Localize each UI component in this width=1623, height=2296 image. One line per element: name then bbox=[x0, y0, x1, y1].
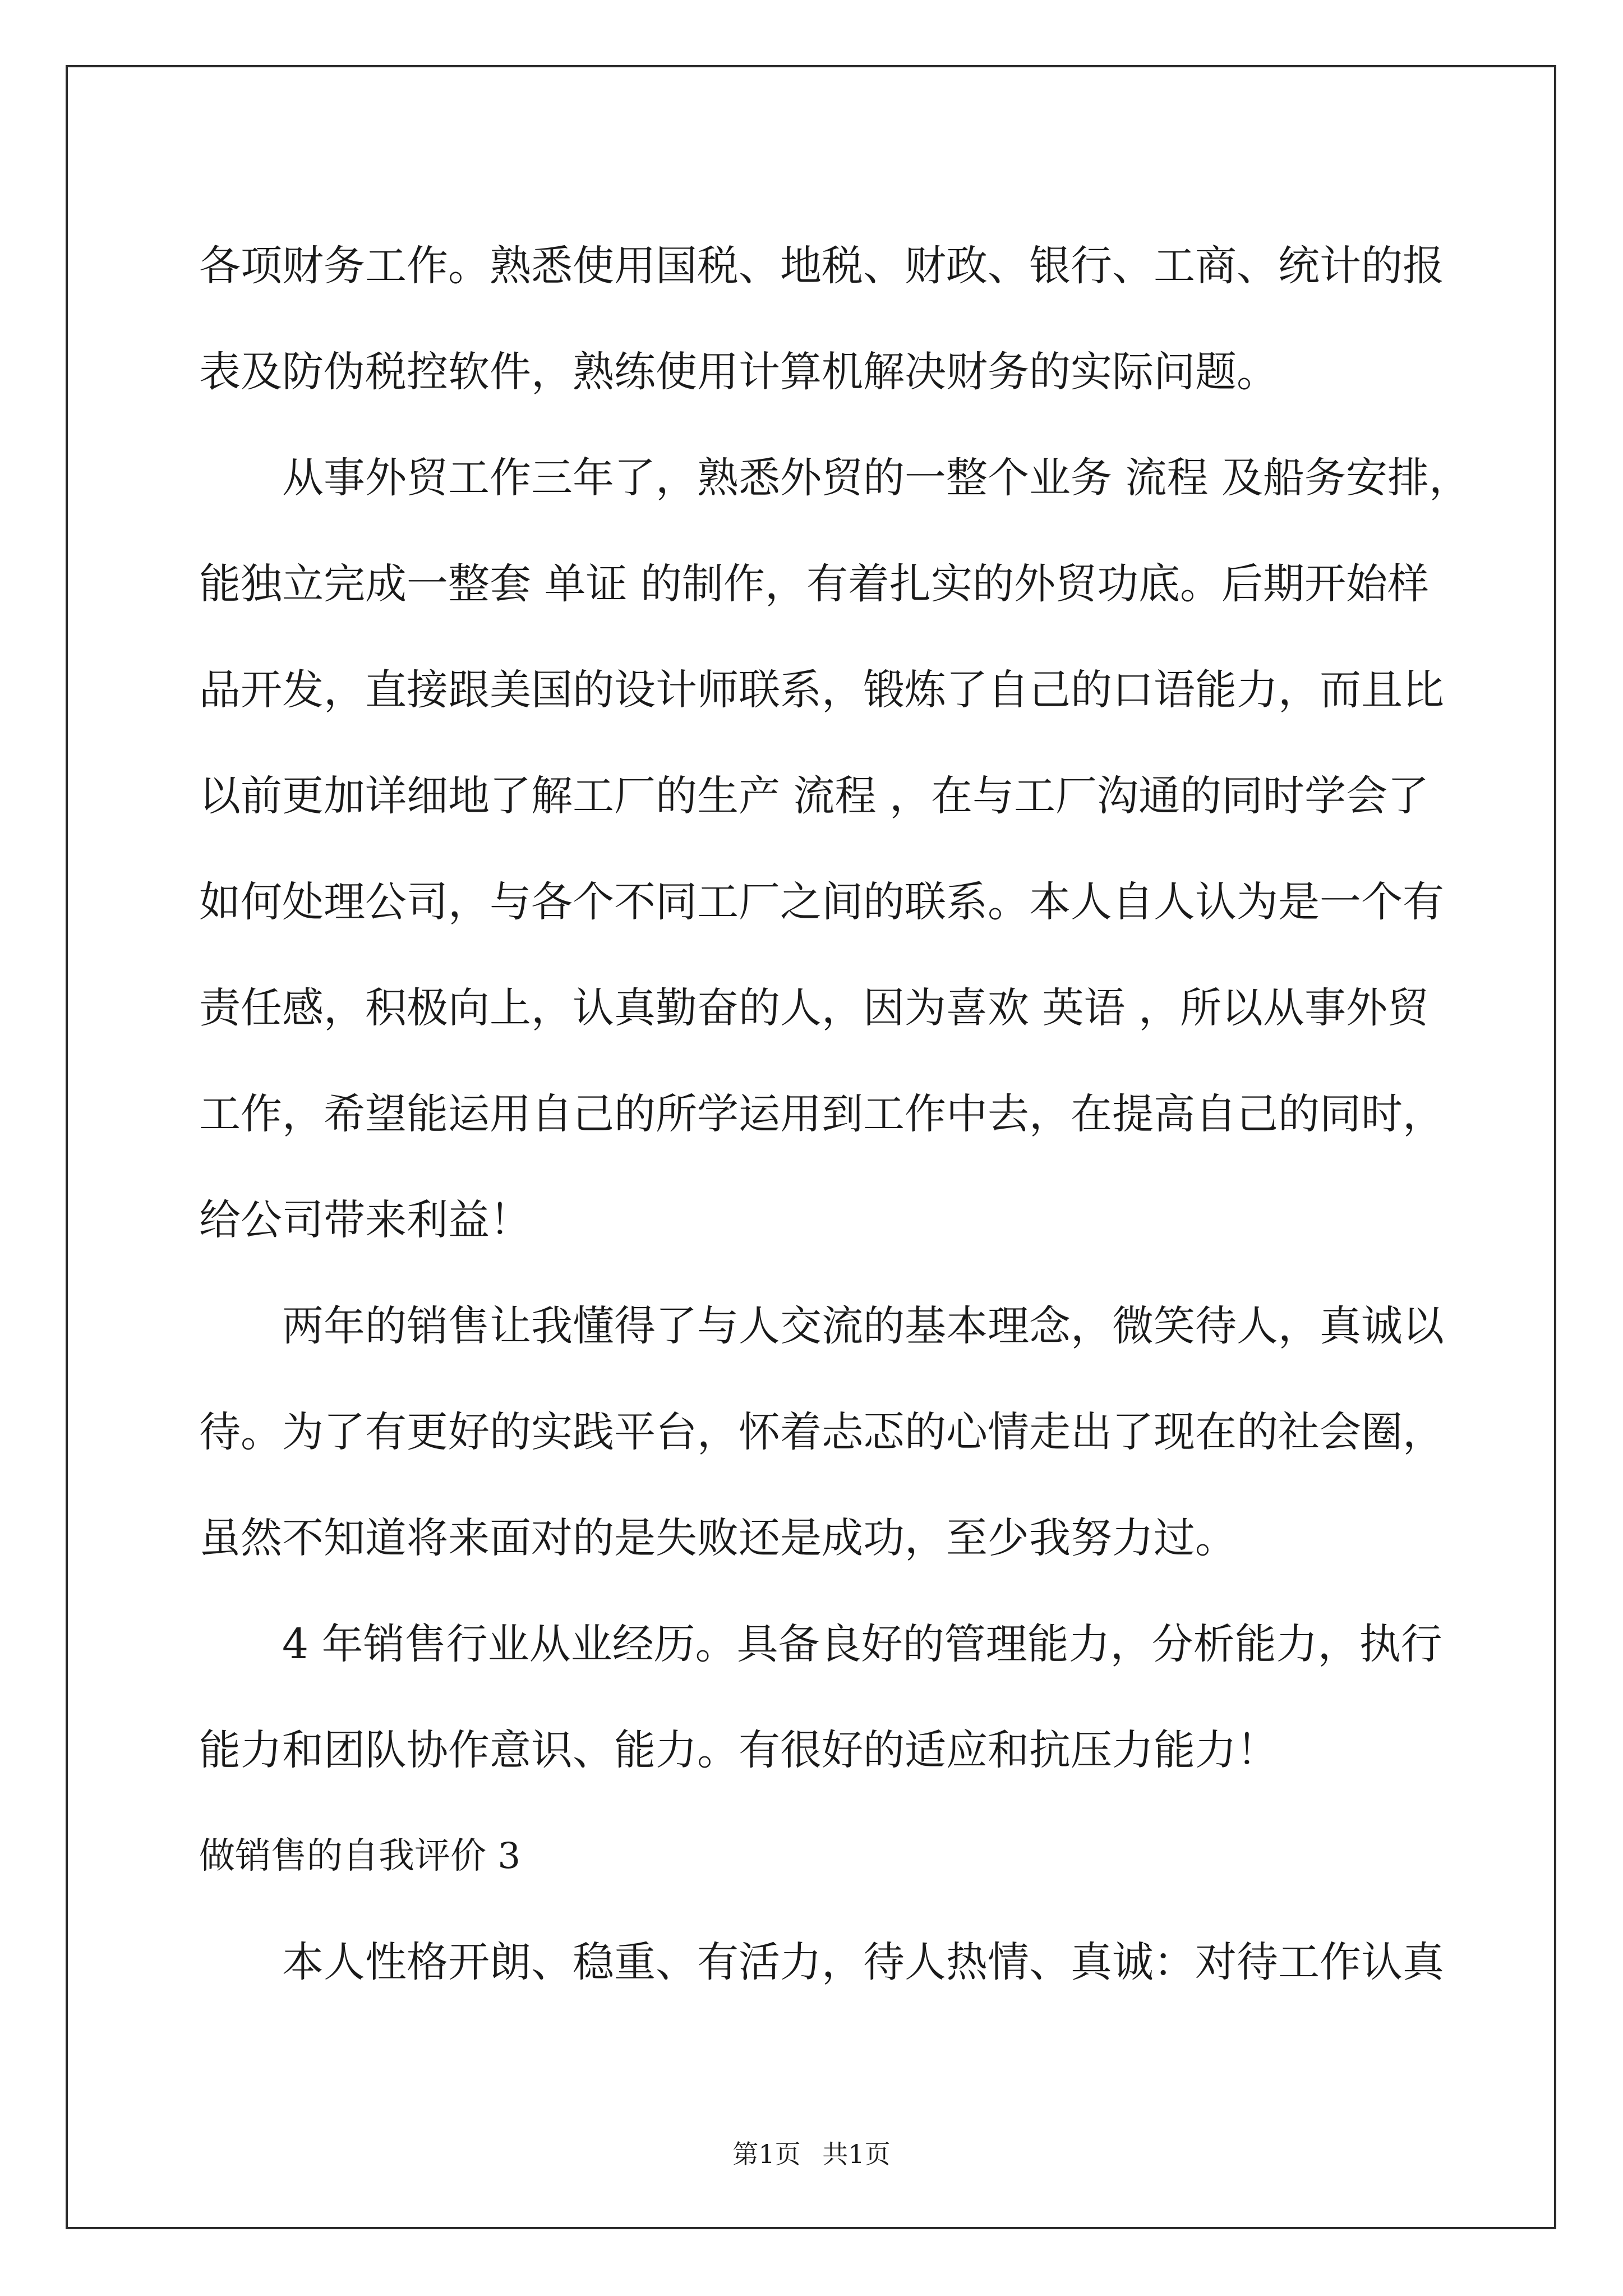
text-line: 品开发，直接跟美国的设计师联系，锻炼了自己的口语能力，而且比 bbox=[199, 666, 1444, 714]
text-line: 责任感，积极向上，认真勤奋的人，因为喜欢 英语 ，所以从事外贸 bbox=[199, 984, 1430, 1032]
page-footer bbox=[0, 2137, 1623, 2171]
text-line: 给公司带来利益！ bbox=[199, 1196, 531, 1244]
text-line: 能力和团队协作意识、能力。有很好的适应和抗压力能力！ bbox=[199, 1726, 1278, 1774]
page-number-total: 共1页 bbox=[822, 2139, 891, 2169]
text-line: 工作，希望能运用自己的所学运用到工作中去，在提高自己的同时， bbox=[199, 1090, 1444, 1138]
text-line: 各项财务工作。熟悉使用国税、地税、财政、银行、工商、统计的报 bbox=[199, 242, 1444, 290]
text-line: 从事外贸工作三年了，熟悉外贸的一整个业务 流程 及船务安排， bbox=[282, 454, 1471, 502]
text-line: 本人性格开朗、稳重、有活力，待人热情、真诚：对待工作认真 bbox=[282, 1938, 1444, 1986]
section-heading: 做销售的自我评价 3 bbox=[199, 1835, 521, 1877]
page-number-current: 第1页 bbox=[732, 2139, 801, 2169]
text-line: 能独立完成一整套 单证 的制作，有着扎实的外贸功底。后期开始样 bbox=[199, 560, 1430, 608]
text-line: 虽然不知道将来面对的是失败还是成功，至少我努力过。 bbox=[199, 1514, 1237, 1562]
text-line: 两年的销售让我懂得了与人交流的基本理念，微笑待人，真诚以 bbox=[282, 1302, 1444, 1350]
text-line: 4 年销售行业从业经历。具备良好的管理能力，分析能力，执行 bbox=[282, 1620, 1442, 1668]
text-line: 以前更加详细地了解工厂的生产 流程 ，在与工厂沟通的同时学会了 bbox=[199, 772, 1430, 820]
text-line: 如何处理公司，与各个不同工厂之间的联系。本人自人认为是一个有 bbox=[199, 878, 1444, 926]
text-line: 待。为了有更好的实践平台，怀着忐忑的心情走出了现在的社会圈， bbox=[199, 1408, 1444, 1456]
document-body bbox=[199, 213, 1471, 2016]
text-line: 表及防伪税控软件，熟练使用计算机解决财务的实际问题。 bbox=[199, 348, 1278, 396]
